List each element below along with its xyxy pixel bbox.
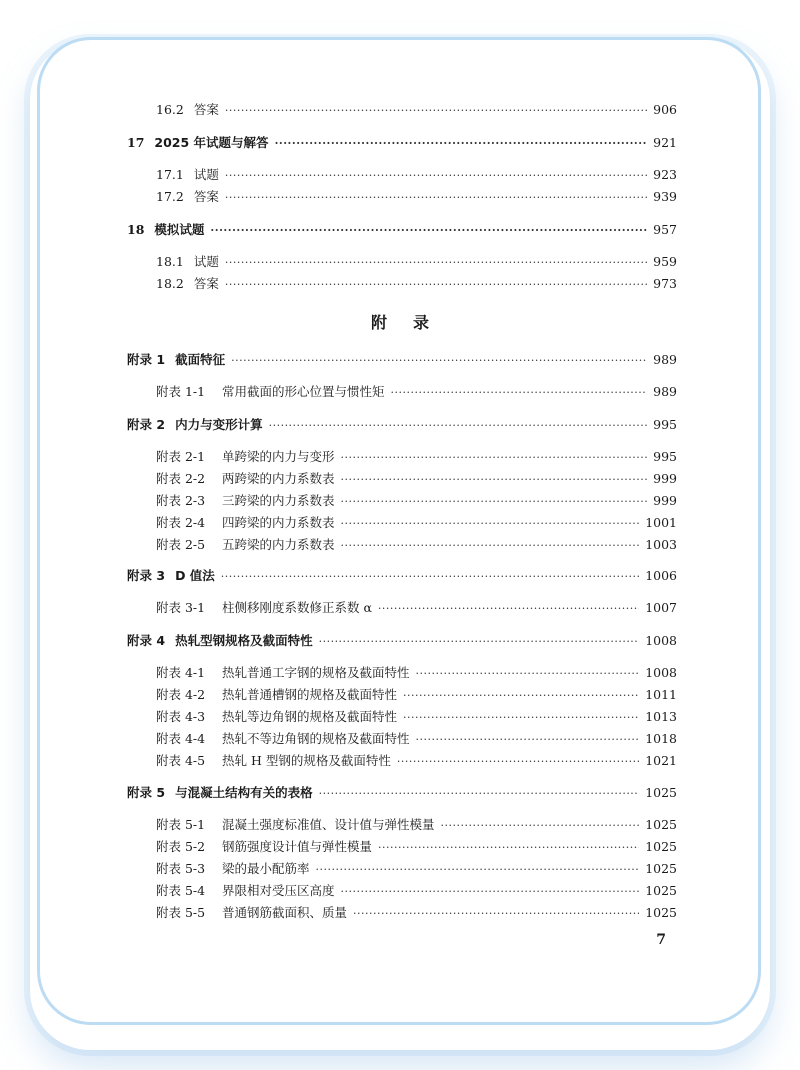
toc-entry[interactable]: [156, 837, 677, 857]
toc-entry-page: 1025: [645, 883, 677, 898]
toc-entry-title: 热轧普通槽钢的规格及截面特性: [222, 687, 398, 702]
dot-leader: [341, 492, 648, 512]
toc-entry[interactable]: [156, 881, 677, 901]
toc-entry-title: 三跨梁的内力系数表: [222, 493, 335, 508]
toc-entry-page: 959: [653, 254, 677, 269]
toc-entry-title: 单跨梁的内力与变形: [222, 449, 335, 464]
toc-entry-page: 995: [653, 417, 677, 432]
toc-entry-page: 1007: [645, 600, 677, 615]
toc-entry-number: 附表 4-3: [156, 709, 206, 724]
toc-entry-number: 附表 4-1: [156, 665, 206, 680]
toc-entry-label: [156, 903, 347, 923]
toc-entry-title: 答案: [193, 189, 219, 204]
toc-entry-number: 18: [127, 222, 145, 237]
toc-entry-number: 附表 5-5: [156, 905, 206, 920]
toc-entry-label: [156, 663, 410, 683]
dot-leader: [403, 708, 639, 728]
toc-entry-number: 18.1: [156, 254, 184, 269]
toc-entry-label: [156, 382, 385, 402]
toc-entry[interactable]: [156, 491, 677, 511]
toc-entry-label: [156, 491, 335, 511]
dot-leader: [221, 567, 639, 587]
toc-entry[interactable]: [156, 859, 677, 879]
toc-entry-page: 1025: [645, 817, 677, 832]
toc-entry-page: 1006: [645, 568, 677, 583]
toc-entry-title: 混凝土强度标准值、设计值与弹性模量: [222, 817, 435, 832]
toc-entry-label: [127, 220, 204, 240]
toc-entry-label: [156, 751, 391, 771]
toc-entry[interactable]: [156, 729, 677, 749]
toc-entry-page: 957: [653, 222, 677, 237]
toc-entry-number: 附表 2-2: [156, 471, 206, 486]
toc-entry-title: 钢筋强度设计值与弹性模量: [222, 839, 373, 854]
toc-entry-label: [127, 133, 269, 153]
toc-entry-page: 995: [653, 449, 677, 464]
toc-entry-page: 989: [653, 384, 677, 399]
toc-entry-page: 1003: [645, 537, 677, 552]
toc-entry-page: 1025: [645, 785, 677, 800]
toc-entry-title: 梁的最小配筋率: [222, 861, 310, 876]
toc-entry-label: [156, 707, 397, 727]
toc-entry-number: 附表 5-2: [156, 839, 206, 854]
toc-entry-label: [156, 469, 335, 489]
toc-entry[interactable]: [127, 783, 677, 803]
toc-entry[interactable]: [156, 382, 677, 402]
toc-entry-title: D 值法: [175, 568, 215, 583]
toc-entry-number: 附录 4: [127, 633, 166, 648]
toc-entry-number: 附表 2-4: [156, 515, 206, 530]
toc-entry[interactable]: [156, 100, 677, 120]
toc-entry[interactable]: [127, 631, 677, 651]
dot-leader: [210, 221, 647, 241]
toc-entry-title: 热轧等边角钢的规格及截面特性: [222, 709, 398, 724]
dot-leader: [353, 904, 639, 924]
dot-leader: [441, 816, 640, 836]
toc-entry-label: [156, 598, 372, 618]
toc-entry-number: 附表 4-4: [156, 731, 206, 746]
toc-entry-page: 921: [653, 135, 677, 150]
toc-entry-title: 两跨梁的内力系数表: [222, 471, 335, 486]
toc-entry-number: 附表 3-1: [156, 600, 206, 615]
dot-leader: [416, 730, 640, 750]
toc-entry-page: 1025: [645, 861, 677, 876]
toc-entry[interactable]: [156, 903, 677, 923]
toc-entry-number: 附表 2-5: [156, 537, 206, 552]
toc-entry-label: [127, 783, 313, 803]
dot-leader: [391, 383, 648, 403]
toc-entry-title: 热轧 H 型钢的规格及截面特性: [222, 753, 391, 768]
toc-entry-page: 923: [653, 167, 677, 182]
toc-entry[interactable]: [127, 220, 677, 240]
toc-entry-label: [156, 881, 335, 901]
toc-entry-label: [127, 566, 215, 586]
toc-entry-page: 989: [653, 352, 677, 367]
toc-entry-label: [156, 815, 435, 835]
toc-entry-title: 截面特征: [175, 352, 226, 367]
toc-entry-title: 常用截面的形心位置与惯性矩: [222, 384, 385, 399]
toc-entry[interactable]: [156, 187, 677, 207]
toc-entry-page: 999: [653, 493, 677, 508]
page-number: 7: [656, 932, 666, 948]
toc-entry[interactable]: [127, 133, 677, 153]
toc-entry-page: 939: [653, 189, 677, 204]
toc-entry-label: [156, 252, 219, 272]
toc-entry-title: 答案: [193, 102, 219, 117]
toc-entry-title: 试题: [193, 254, 219, 269]
dot-leader: [341, 514, 640, 534]
toc-entry-title: 五跨梁的内力系数表: [222, 537, 335, 552]
dot-leader: [225, 253, 647, 273]
toc-entry-label: [156, 447, 335, 467]
toc-entry-number: 附录 1: [127, 352, 166, 367]
toc-entry[interactable]: [156, 469, 677, 489]
dot-leader: [225, 275, 647, 295]
dot-leader: [275, 134, 648, 154]
toc-entry-number: 附录 3: [127, 568, 166, 583]
toc-entry[interactable]: [156, 815, 677, 835]
toc-entry-number: 附表 2-3: [156, 493, 206, 508]
toc-entry-number: 附表 2-1: [156, 449, 206, 464]
dot-leader: [319, 632, 640, 652]
toc-entry-page: 1025: [645, 905, 677, 920]
toc-entry-page: 1011: [645, 687, 677, 702]
toc-entry-number: 16.2: [156, 102, 184, 117]
dot-leader: [378, 838, 639, 858]
toc-entry-number: 17: [127, 135, 145, 150]
toc-entry-label: [156, 274, 219, 294]
toc-entry[interactable]: [127, 566, 677, 586]
toc-entry-title: 四跨梁的内力系数表: [222, 515, 335, 530]
toc-entry[interactable]: [156, 663, 677, 683]
toc-entry-title: 2025 年试题与解答: [154, 135, 269, 150]
toc-entry-label: [156, 729, 410, 749]
toc-entry-title: 热轧不等边角钢的规格及截面特性: [222, 731, 410, 746]
toc-entry-label: [127, 631, 313, 651]
toc-entry[interactable]: [156, 707, 677, 727]
dot-leader: [341, 470, 648, 490]
toc-entry-page: 973: [653, 276, 677, 291]
dot-leader: [319, 784, 640, 804]
toc-entry-label: [127, 350, 225, 370]
toc-entry-title: 答案: [193, 276, 219, 291]
toc-entry-number: 附录 5: [127, 785, 166, 800]
toc-entry-page: 999: [653, 471, 677, 486]
toc-entry-title: 柱侧移刚度系数修正系数 α: [222, 600, 372, 615]
toc-entry-number: 附表 4-5: [156, 753, 206, 768]
dot-leader: [225, 101, 647, 121]
toc-entry-page: 1008: [645, 633, 677, 648]
toc-entry-label: [156, 513, 335, 533]
toc-entry[interactable]: [127, 415, 677, 435]
toc-entry-page: 1013: [645, 709, 677, 724]
toc-entry-page: 1001: [645, 515, 677, 530]
toc-entry-page: 1021: [645, 753, 677, 768]
dot-leader: [378, 599, 639, 619]
toc-entry-label: [127, 415, 263, 435]
toc-entry-title: 界限相对受压区高度: [222, 883, 335, 898]
dot-leader: [416, 664, 640, 684]
toc-entry[interactable]: [156, 447, 677, 467]
toc-entry[interactable]: [127, 350, 677, 370]
toc-entry-number: 附表 4-2: [156, 687, 206, 702]
appendix-heading: 附录: [370, 313, 455, 332]
toc-entry-label: [156, 100, 219, 120]
toc-entry-title: 普通钢筋截面积、质量: [222, 905, 348, 920]
toc-entry-number: 附表 5-3: [156, 861, 206, 876]
toc-entry-title: 热轧普通工字钢的规格及截面特性: [222, 665, 410, 680]
dot-leader: [341, 882, 640, 902]
toc-entry-title: 与混凝土结构有关的表格: [175, 785, 313, 800]
toc-entry-label: [156, 535, 335, 555]
toc-entry[interactable]: [156, 598, 677, 618]
toc-entry[interactable]: [156, 751, 677, 771]
toc-entry-label: [156, 165, 219, 185]
toc-entry[interactable]: [156, 252, 677, 272]
dot-leader: [269, 416, 648, 436]
dot-leader: [341, 536, 640, 556]
toc-entry-number: 附表 5-4: [156, 883, 206, 898]
toc-entry-number: 附表 1-1: [156, 384, 206, 399]
toc-entry-label: [156, 187, 219, 207]
toc-entry-number: 附录 2: [127, 417, 166, 432]
toc-entry-title: 模拟试题: [154, 222, 205, 237]
toc-entry-label: [156, 859, 310, 879]
toc-entry-number: 17.1: [156, 167, 184, 182]
dot-leader: [403, 686, 639, 706]
toc-entry[interactable]: [156, 685, 677, 705]
toc-entry-number: 17.2: [156, 189, 184, 204]
dot-leader: [225, 166, 647, 186]
toc-entry-title: 试题: [193, 167, 219, 182]
toc-entry-page: 1008: [645, 665, 677, 680]
dot-leader: [397, 752, 639, 772]
toc-entry-label: [156, 837, 372, 857]
toc-entry-page: 1025: [645, 839, 677, 854]
dot-leader: [225, 188, 647, 208]
dot-leader: [231, 351, 647, 371]
toc-entry-number: 18.2: [156, 276, 184, 291]
toc-entry-title: 内力与变形计算: [175, 417, 263, 432]
toc-entry[interactable]: [156, 513, 677, 533]
toc-entry-title: 热轧型钢规格及截面特性: [175, 633, 313, 648]
toc-entry-page: 1018: [645, 731, 677, 746]
toc-entry[interactable]: [156, 535, 677, 555]
toc-entry-number: 附表 5-1: [156, 817, 206, 832]
toc-entry[interactable]: [156, 165, 677, 185]
dot-leader: [316, 860, 640, 880]
toc-entry-page: 906: [653, 102, 677, 117]
dot-leader: [341, 448, 648, 468]
toc-entry-label: [156, 685, 397, 705]
toc-entry[interactable]: [156, 274, 677, 294]
